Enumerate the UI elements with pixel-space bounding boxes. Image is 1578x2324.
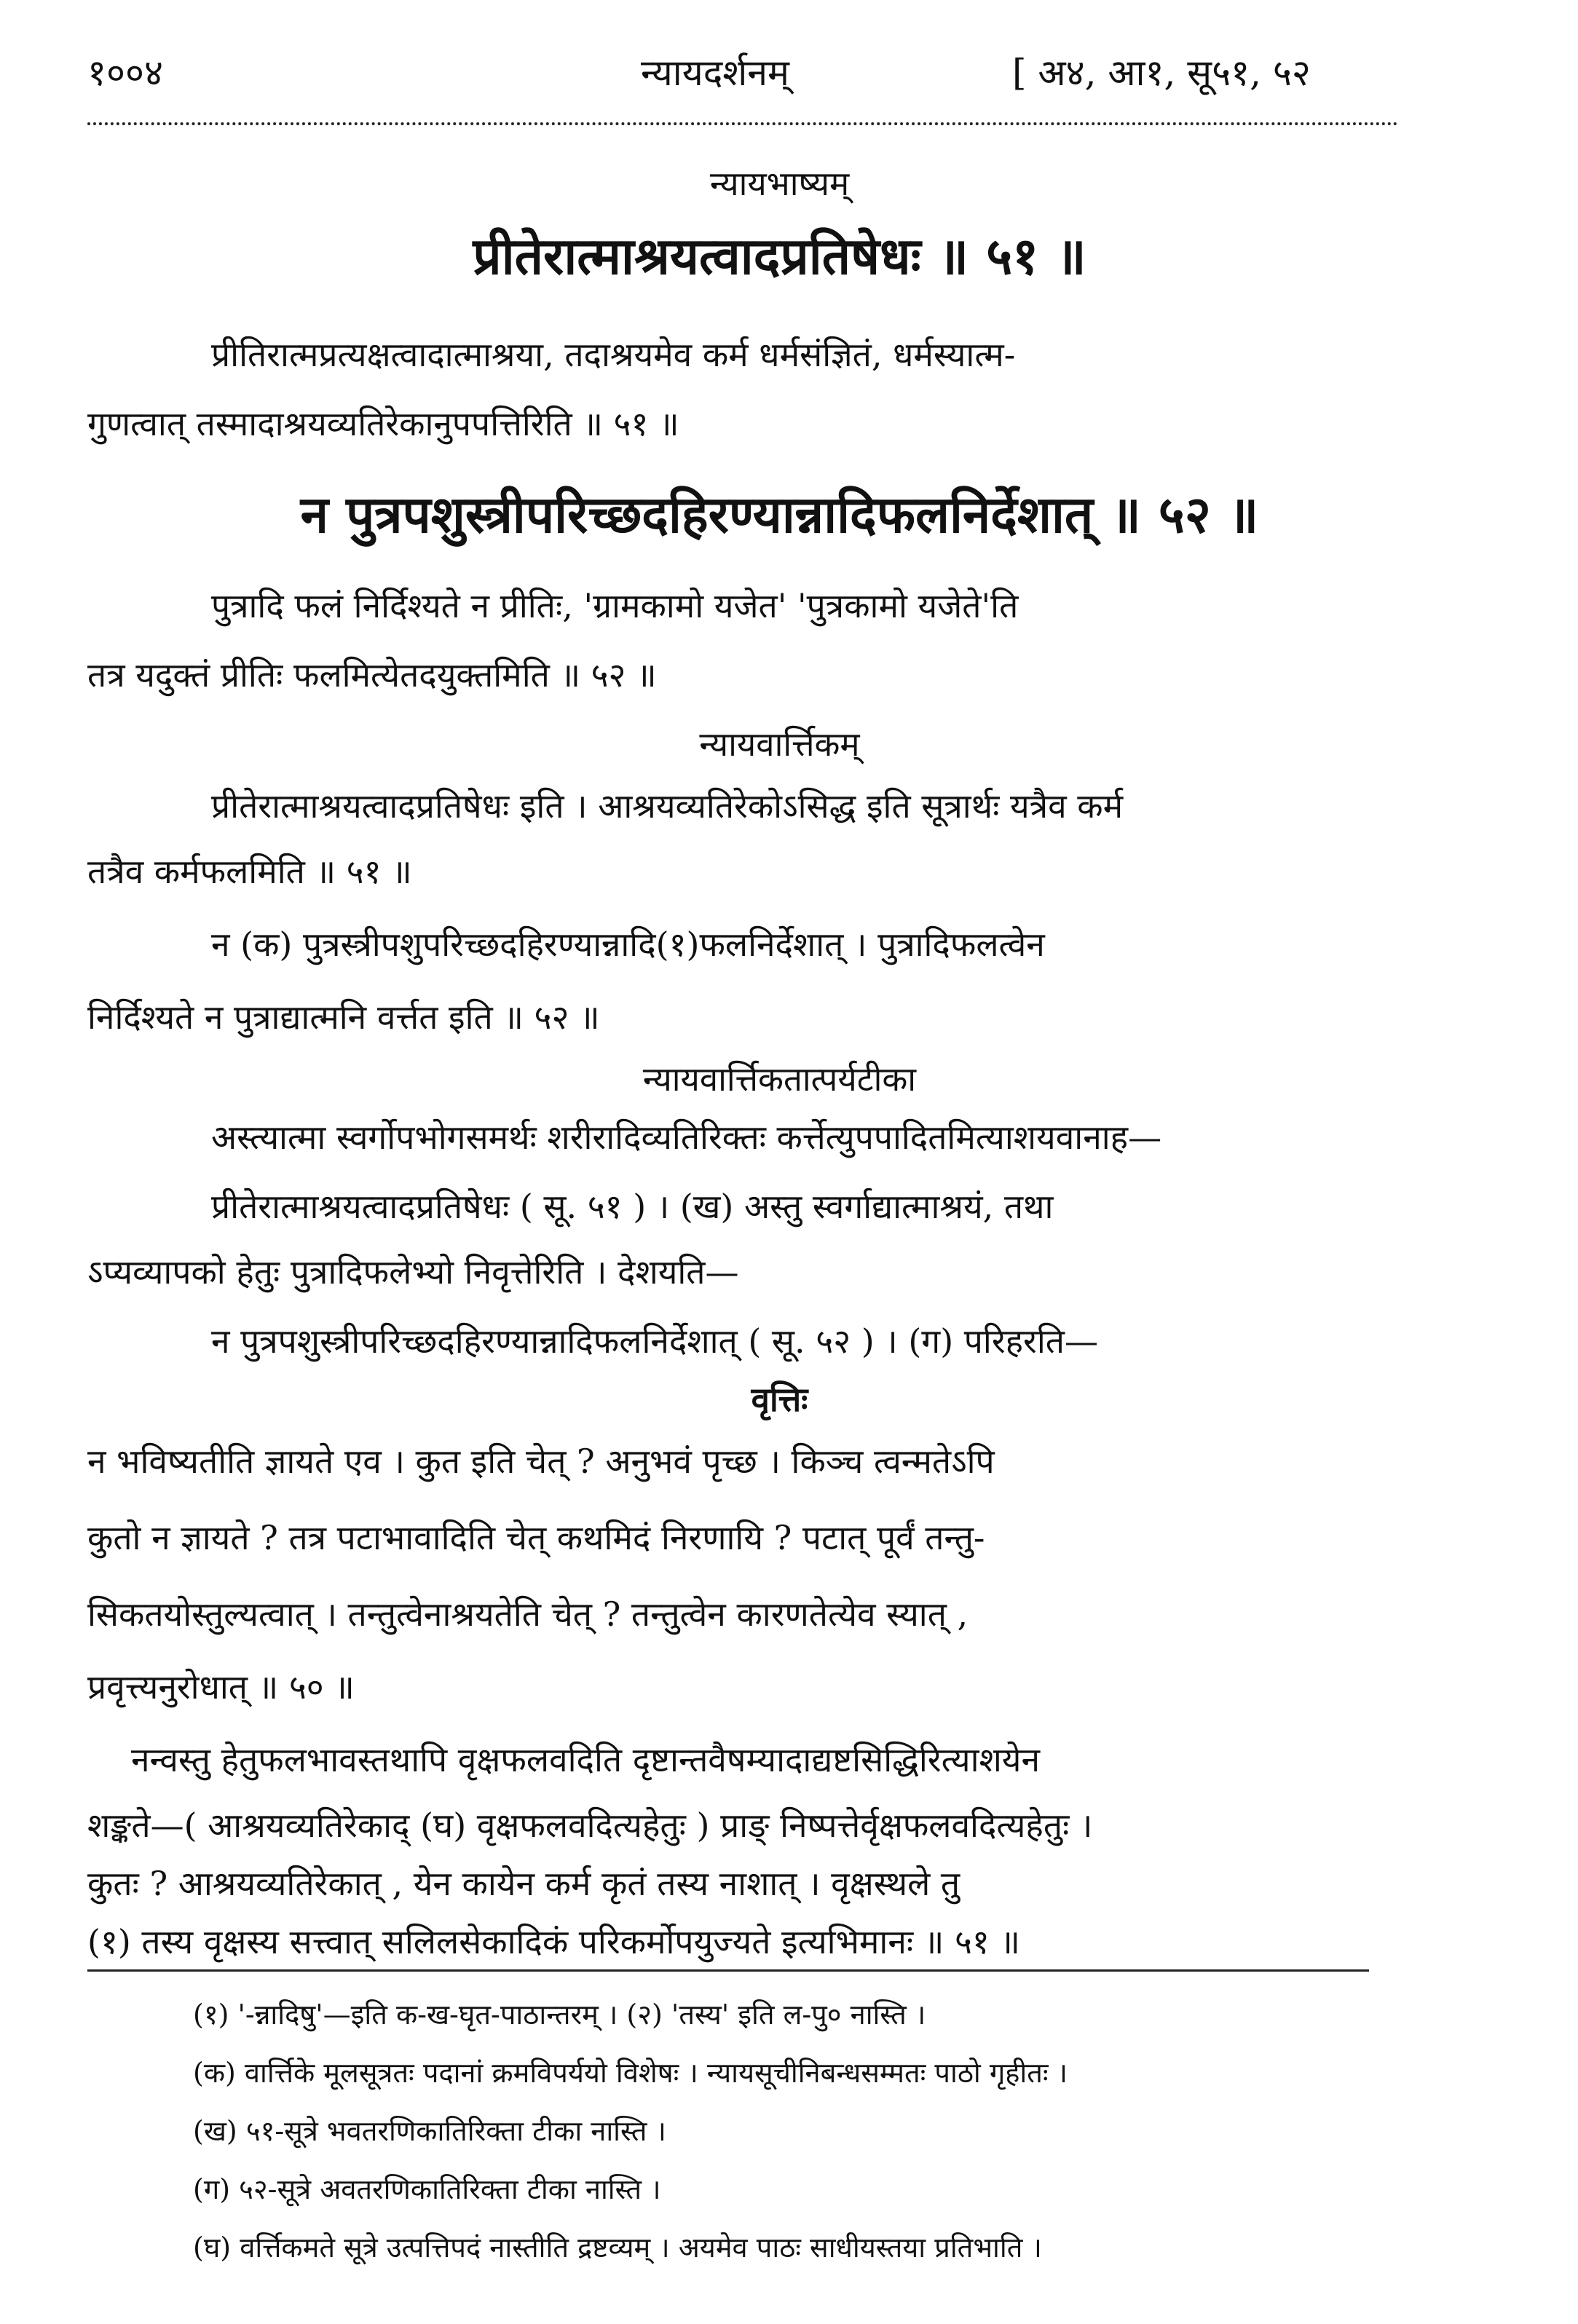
footnote: (ख) ५१-सूत्रे भवतरणिकातिरिक्ता टीका नास्ति । bbox=[193, 2115, 666, 2147]
sutra-51: प्रीतेरात्माश्रयत्वादप्रतिषेधः ॥ ५१ ॥ bbox=[473, 226, 1086, 286]
footnote: (ग) ५२-सूत्रे अवतरणिकातिरिक्ता टीका नास्ति । bbox=[193, 2173, 661, 2205]
body-line: गुणत्वात् तस्मादाश्रयव्यतिरेकानुपपत्तिरिति ॥ ५१ ॥ bbox=[87, 404, 679, 443]
body-line: (१) तस्य वृक्षस्य सत्त्वात् सलिलसेकादिकं परिकर्मोपयुज्यते इत्यभिमानः ॥ ५१ ॥ bbox=[87, 1922, 1020, 1961]
footnote: (क) वार्त्तिके मूलसूत्रतः पदानां क्रमविपर्ययो विशेषः । न्यायसूचीनिबन्धसम्मतः पाठो गृहीतः । bbox=[193, 2057, 1068, 2089]
heading-nyayabhashya: न्यायभाष्यम् bbox=[709, 164, 850, 203]
footnote-rule bbox=[87, 1969, 1369, 1972]
sutra-52: न पुत्रपशुस्त्रीपरिच्छदहिरण्यान्नादिफलनिर्देशात् ॥ ५२ ॥ bbox=[300, 484, 1259, 545]
body-line: तत्रैव कर्मफलमिति ॥ ५१ ॥ bbox=[87, 852, 412, 891]
body-line: निर्दिश्यते न पुत्राद्यात्मनि वर्त्तत इति ॥ ५२ ॥ bbox=[87, 997, 600, 1037]
running-title: न्यायदर्शनम् bbox=[641, 52, 789, 94]
body-line: ऽप्यव्यापको हेतुः पुत्रादिफलेभ्यो निवृत्तेरिति । देशयति— bbox=[87, 1252, 739, 1292]
body-line: प्रीतिरात्मप्रत्यक्षत्वादात्माश्रया, तदाश्रयमेव कर्म धर्मसंज्ञितं, धर्मस्यात्म- bbox=[211, 335, 1016, 374]
page-number: १००४ bbox=[87, 52, 163, 94]
heading-tatparyatika: न्यायवार्त्तिकतात्पर्यटीका bbox=[642, 1059, 917, 1099]
body-line: नन्वस्तु हेतुफलभावस्तथापि वृक्षफलवदिति दृष्टान्तवैषम्यादाद्यष्टसिद्धिरित्याशयेन bbox=[131, 1740, 1041, 1779]
body-line: पुत्रादि फलं निर्दिश्यते न प्रीतिः, 'ग्रामकामो यजेत' 'पुत्रकामो यजेते'ति bbox=[211, 586, 1019, 625]
body-line: कुतः ? आश्रयव्यतिरेकात् , येन कायेन कर्म कृतं तस्य नाशात् । वृक्षस्थले तु bbox=[87, 1864, 960, 1903]
section-reference: [ अ४, आ१, सू५१, ५२ bbox=[1012, 52, 1311, 94]
body-line: न (क) पुत्रस्त्रीपशुपरिच्छदहिरण्यान्नादि(१)फलनिर्देशात् । पुत्रादिफलत्वेन bbox=[211, 925, 1045, 964]
heading-vritti: वृत्तिः bbox=[751, 1380, 808, 1419]
body-line: कुतो न ज्ञायते ? तत्र पटाभावादिति चेत् कथमिदं निरणायि ? पटात् पूर्वं तन्तु- bbox=[87, 1518, 985, 1557]
body-line: सिकतयोस्तुल्यत्वात् । तन्तुत्वेनाश्रयतेति चेत् ? तन्तुत्वेन कारणतेत्येव स्यात् , bbox=[87, 1594, 969, 1634]
body-line: प्रीतेरात्माश्रयत्वादप्रतिषेधः ( सू. ५१ ) । (ख) अस्तु स्वर्गाद्यात्माश्रयं, तथा bbox=[211, 1187, 1054, 1226]
header-rule bbox=[87, 115, 1398, 125]
heading-nyayavartika: न्यायवार्त्तिकम् bbox=[699, 724, 860, 764]
footnote: (घ) वर्त्तिकमते सूत्रे उत्पत्तिपदं नास्तीति द्रष्टव्यम् । अयमेव पाठः साधीयस्तया प्रतिभाति । bbox=[193, 2232, 1042, 2264]
body-line: न भविष्यतीति ज्ञायते एव । कुत इति चेत् ? अनुभवं पृच्छ । किञ्च त्वन्मतेऽपि bbox=[87, 1442, 995, 1481]
body-line: न पुत्रपशुस्त्रीपरिच्छदहिरण्यान्नादिफलनिर्देशात् ( सू. ५२ ) । (ग) परिहरति— bbox=[211, 1321, 1099, 1361]
body-line: प्रवृत्त्यनुरोधात् ॥ ५० ॥ bbox=[87, 1667, 355, 1707]
footnote: (१) '-न्नादिषु'—इति क-ख-घृत-पाठान्तरम् । (२) 'तस्य' इति ल-पु० नास्ति । bbox=[193, 1999, 926, 2031]
body-line: अस्त्यात्मा स्वर्गोपभोगसमर्थः शरीरादिव्यतिरिक्तः कर्त्तेत्युपपादितमित्याशयवानाह— bbox=[211, 1118, 1162, 1157]
body-line: प्रीतेरात्माश्रयत्वादप्रतिषेधः इति । आश्रयव्यतिरेकोऽसिद्ध इति सूत्रार्थः यत्रैव कर्म bbox=[211, 786, 1124, 826]
body-line: शङ्कते—( आश्रयव्यतिरेकाद् (घ) वृक्षफलवदित्यहेतुः ) प्राङ् निष्पत्तेर्वृक्षफलवदित्यहेतुः । bbox=[87, 1806, 1093, 1845]
body-line: तत्र यदुक्तं प्रीतिः फलमित्येतदयुक्तमिति ॥ ५२ ॥ bbox=[87, 655, 657, 695]
